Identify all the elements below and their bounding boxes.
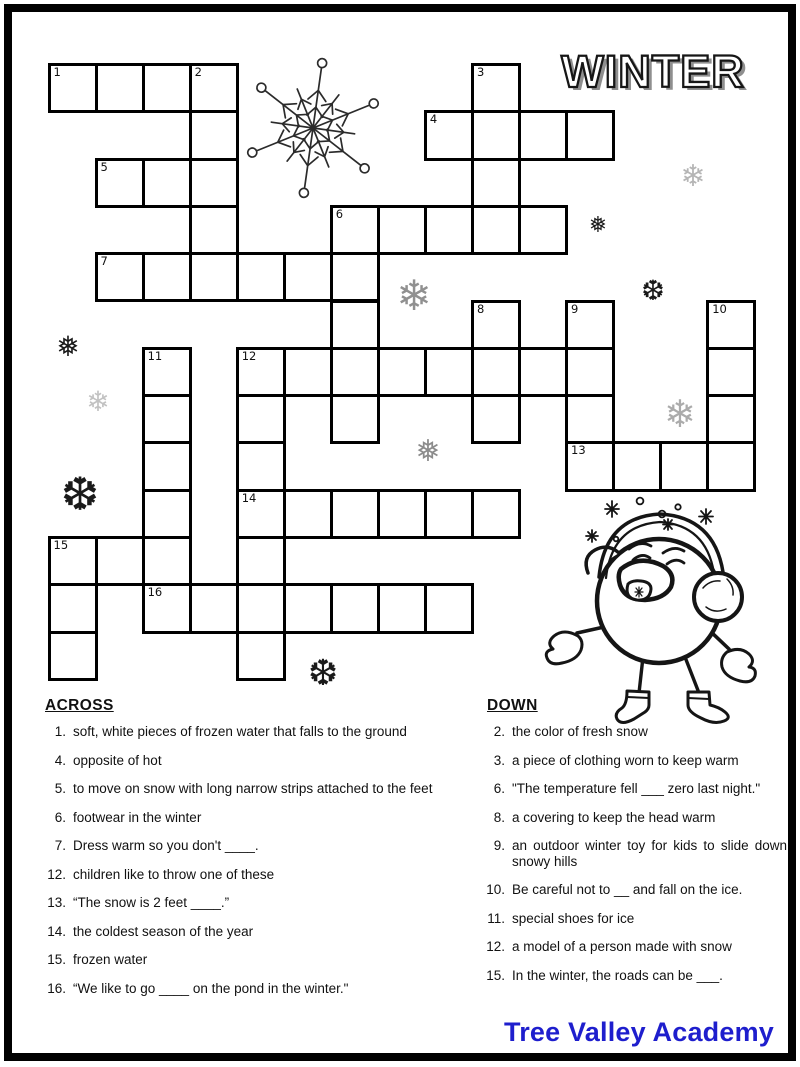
down-section — [479, 697, 787, 996]
clue-text: frozen water — [73, 952, 148, 967]
clue-text: special shoes for ice — [512, 910, 635, 926]
clue-item — [479, 939, 787, 955]
clue-item — [40, 924, 460, 940]
clue-number: 10. — [486, 882, 505, 897]
grid-cell[interactable] — [612, 441, 662, 491]
cell-number: 3 — [476, 65, 485, 79]
clue-number: 7. — [54, 838, 66, 853]
clue-number: 6. — [493, 781, 505, 796]
page-title: WINTER — [561, 46, 745, 97]
clue-item — [40, 952, 460, 968]
cell-number: 4 — [429, 112, 438, 127]
snowman-character-icon — [535, 490, 775, 725]
grid-cell[interactable] — [424, 347, 474, 397]
grid-cell[interactable] — [236, 631, 286, 681]
down-heading: DOWN — [487, 697, 538, 714]
clue-text: opposite of hot — [73, 752, 162, 768]
snowflake-icon: ❆ — [307, 653, 339, 694]
grid-cell[interactable] — [377, 347, 427, 397]
grid-cell[interactable] — [236, 441, 286, 491]
snowflake-icon: ❄ — [396, 271, 432, 320]
cell-number: 12 — [241, 348, 257, 363]
grid-cell[interactable] — [330, 347, 380, 397]
grid-cell[interactable] — [471, 205, 521, 255]
grid-cell[interactable] — [142, 394, 192, 444]
across-section — [40, 697, 460, 1009]
grid-cell[interactable] — [565, 300, 615, 350]
grid-cell[interactable] — [142, 158, 192, 208]
grid-cell[interactable] — [236, 489, 286, 539]
grid-cell[interactable] — [424, 110, 474, 160]
grid-cell[interactable] — [518, 110, 568, 160]
grid-cell[interactable] — [471, 347, 521, 397]
grid-cell[interactable] — [189, 63, 239, 113]
brand-footer: Tree Valley Academy — [504, 1017, 774, 1047]
clue-item — [40, 753, 460, 769]
grid-cell[interactable] — [706, 441, 756, 491]
cell-number: 9 — [571, 301, 579, 316]
clue-item — [40, 981, 460, 997]
cell-number: 1 — [53, 65, 61, 79]
grid-cell[interactable] — [189, 583, 239, 633]
grid-cell[interactable] — [48, 583, 98, 633]
clue-text: footwear in the winter — [73, 809, 202, 825]
clue-text: a model of a person made with snow — [512, 939, 732, 954]
grid-cell[interactable] — [518, 205, 568, 255]
clue-number: 2. — [493, 724, 505, 739]
clue-number: 14. — [47, 923, 66, 939]
grid-cell[interactable] — [330, 205, 380, 255]
grid-cell[interactable] — [236, 252, 286, 302]
clue-number: 13. — [47, 895, 66, 910]
grid-cell[interactable] — [95, 252, 145, 302]
clue-item — [40, 895, 460, 911]
snowflake-icon: ❄ — [86, 385, 110, 418]
grid-cell[interactable] — [471, 394, 521, 444]
snowflake-large-icon — [240, 56, 386, 202]
grid-cell[interactable] — [471, 110, 521, 160]
grid-cell[interactable] — [142, 347, 192, 397]
clue-number: 11. — [487, 910, 505, 926]
grid-cell[interactable] — [471, 300, 521, 350]
grid-cell[interactable] — [565, 441, 615, 491]
clue-number: 6. — [54, 809, 66, 825]
clue-number: 12. — [47, 866, 66, 882]
grid-cell[interactable] — [706, 300, 756, 350]
clue-text: the color of fresh snow — [512, 724, 648, 739]
grid-cell[interactable] — [518, 347, 568, 397]
clue-item — [479, 753, 787, 769]
grid-cell[interactable] — [142, 63, 192, 113]
across-heading: ACROSS — [45, 697, 114, 714]
grid-cell[interactable] — [189, 158, 239, 208]
grid-cell[interactable] — [48, 536, 98, 586]
clue-item — [479, 882, 787, 898]
clue-item — [479, 968, 787, 984]
grid-cell[interactable] — [377, 583, 427, 633]
grid-cell[interactable] — [48, 63, 98, 113]
grid-cell[interactable] — [283, 252, 333, 302]
clue-number: 9. — [493, 838, 505, 853]
snowflake-icon: ❆ — [60, 467, 100, 521]
clue-text: an outdoor winter toy for kids to slide down snowy hills — [512, 838, 787, 869]
cell-number: 11 — [147, 348, 163, 363]
cell-number: 6 — [335, 206, 344, 221]
snowflake-icon: ❅ — [415, 434, 441, 469]
clue-item — [40, 810, 460, 826]
grid-cell[interactable] — [189, 110, 239, 160]
clue-number: 4. — [54, 752, 66, 768]
down-list — [479, 724, 787, 983]
cell-number: 13 — [571, 443, 586, 458]
grid-cell[interactable] — [471, 489, 521, 539]
cell-number: 7 — [100, 254, 108, 269]
clue-number: 5. — [54, 781, 66, 796]
clue-text: a covering to keep the head warm — [512, 809, 716, 825]
cell-number: 8 — [476, 301, 485, 316]
clue-text: soft, white pieces of frozen water that falls to the ground — [73, 724, 407, 739]
clue-text: children like to throw one of these — [73, 866, 275, 882]
grid-cell[interactable] — [283, 583, 333, 633]
snowflake-icon: ❄ — [664, 392, 696, 436]
snowflake-icon: ❄ — [680, 159, 706, 194]
clue-number: 8. — [493, 809, 505, 825]
cell-number: 5 — [100, 159, 108, 174]
grid-cell[interactable] — [565, 347, 615, 397]
clue-number: 3. — [493, 752, 505, 768]
grid-cell[interactable] — [424, 489, 474, 539]
snowflake-icon: ❅ — [588, 213, 608, 238]
clue-number: 1. — [54, 724, 66, 739]
grid-cell[interactable] — [330, 300, 380, 350]
grid-cell[interactable] — [95, 158, 145, 208]
clue-number: 15. — [486, 967, 505, 983]
snowflake-icon: ❆ — [641, 274, 665, 307]
grid-cell[interactable] — [236, 536, 286, 586]
clue-number: 12. — [486, 939, 505, 954]
clue-text: “We like to go ____ on the pond in the winter." — [73, 980, 349, 996]
grid-cell[interactable] — [330, 583, 380, 633]
cell-number: 15 — [53, 538, 69, 552]
clue-item — [479, 838, 787, 869]
grid-cell[interactable] — [565, 394, 615, 444]
grid-cell[interactable] — [142, 441, 192, 491]
grid-cell[interactable] — [283, 489, 333, 539]
clue-item — [479, 911, 787, 927]
clue-item — [40, 781, 460, 797]
grid-cell[interactable] — [706, 394, 756, 444]
clue-item — [479, 781, 787, 797]
grid-cell[interactable] — [283, 347, 333, 397]
grid-cell[interactable] — [95, 63, 145, 113]
cell-number: 16 — [147, 585, 163, 600]
grid-cell[interactable] — [471, 63, 521, 113]
grid-cell[interactable] — [142, 536, 192, 586]
snowflake-icon: ❅ — [56, 330, 80, 363]
grid-cell[interactable] — [706, 347, 756, 397]
grid-cell[interactable] — [142, 489, 192, 539]
clue-text: a piece of clothing worn to keep warm — [512, 752, 739, 768]
grid-cell[interactable] — [142, 583, 192, 633]
grid-cell[interactable] — [189, 252, 239, 302]
cell-number: 10 — [712, 301, 727, 316]
grid-cell[interactable] — [565, 110, 615, 160]
grid-cell[interactable] — [424, 205, 474, 255]
clue-text: to move on snow with long narrow strips attached to the feet — [73, 781, 433, 796]
clue-item — [40, 724, 460, 740]
grid-cell[interactable] — [236, 347, 286, 397]
clue-number: 16. — [47, 980, 66, 996]
across-list — [40, 724, 460, 996]
grid-cell[interactable] — [48, 631, 98, 681]
grid-cell[interactable] — [471, 158, 521, 208]
grid-cell[interactable] — [424, 583, 474, 633]
grid-cell[interactable] — [377, 205, 427, 255]
clue-text: Dress warm so you don't ____. — [73, 838, 259, 853]
clue-item — [40, 867, 460, 883]
cell-number: 2 — [194, 65, 202, 79]
grid-cell[interactable] — [95, 536, 145, 586]
clue-item — [40, 838, 460, 854]
grid-cell[interactable] — [330, 252, 380, 302]
grid-cell[interactable] — [236, 583, 286, 633]
clue-text: “The snow is 2 feet ____.” — [73, 895, 230, 910]
grid-cell[interactable] — [236, 394, 286, 444]
clue-text: "The temperature fell ___ zero last night." — [512, 781, 761, 796]
grid-cell[interactable] — [330, 394, 380, 444]
grid-cell[interactable] — [377, 489, 427, 539]
grid-cell[interactable] — [659, 441, 709, 491]
clue-text: Be careful not to __ and fall on the ice. — [512, 882, 743, 897]
grid-cell[interactable] — [189, 205, 239, 255]
grid-cell[interactable] — [142, 252, 192, 302]
cell-number: 14 — [241, 490, 257, 505]
clue-item — [479, 810, 787, 826]
clue-text: In the winter, the roads can be ___. — [512, 967, 723, 983]
clue-number: 15. — [47, 952, 66, 967]
clue-text: the coldest season of the year — [73, 923, 254, 939]
grid-cell[interactable] — [330, 489, 380, 539]
clue-item — [479, 724, 787, 740]
